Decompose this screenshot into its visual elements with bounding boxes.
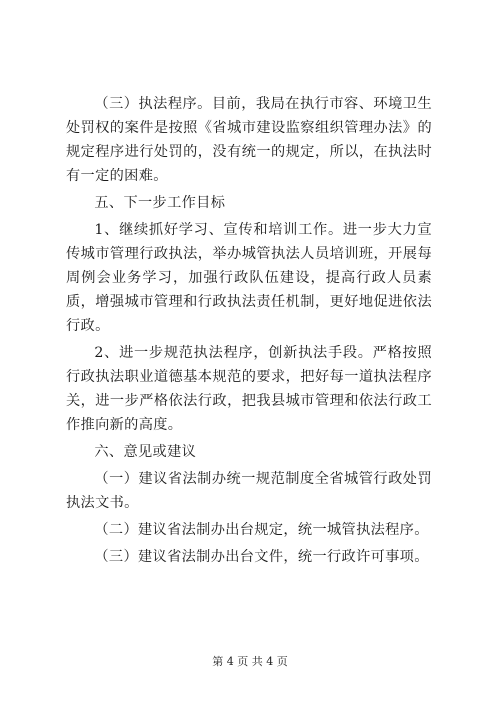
- paragraph-suggestion-2: （二）建议省法制办出台规定，统一城管执法程序。: [94, 522, 429, 538]
- section-heading-next-goals: 五、下一步工作目标: [94, 195, 226, 211]
- paragraph-enforcement-procedure: （三）执法程序。目前，我局在执行市容、环境卫生处罚权的案件是按照《省城市建设监察组织管理办法》的规定程序进行处罚的，没有统一的规定，所以，在执法时有一定的困难。: [66, 96, 432, 184]
- paragraph-goal-2: 2、进一步规范执法程序，创新执法手段。严格按照行政执法职业道德基本规范的要求，把好每一道执法程序关，进一步严格依法行政，把我县城市管理和依法行政工作推向新的高度。: [66, 345, 432, 433]
- page-number-footer: 第 4 页 共 4 页: [212, 655, 288, 668]
- section-heading-suggestions: 六、意见或建议: [94, 444, 197, 460]
- paragraph-suggestion-1: （一）建议省法制办统一规范制度全省城管行政处罚执法文书。: [66, 471, 432, 511]
- paragraph-goal-1: 1、继续抓好学习、宣传和培训工作。进一步大力宣传城市管理行政执法，举办城管执法人员培训班，开展每周例会业务学习，加强行政队伍建设，提高行政人员素质，增强城市管理和行政执法责任机制，更好地促进依法行政。: [66, 222, 432, 334]
- paragraph-suggestion-3: （三）建议省法制办出台文件，统一行政许可事项。: [94, 549, 429, 565]
- document-body: [66, 92, 432, 572]
